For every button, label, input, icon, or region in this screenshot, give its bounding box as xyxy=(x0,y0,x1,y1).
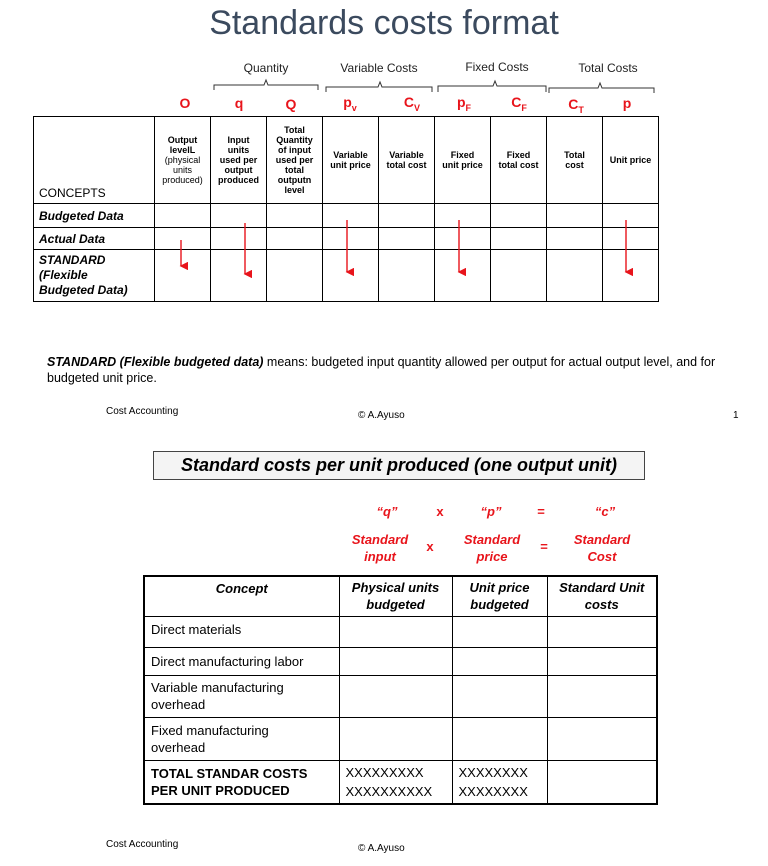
direct-materials-label: Direct materials xyxy=(144,616,339,647)
formula-equals: = xyxy=(537,504,545,519)
fixed-total-cost-header: Fixed total cost xyxy=(491,117,547,204)
formula-equals-2: = xyxy=(540,539,548,554)
footer-left-2: Cost Accounting xyxy=(106,839,179,850)
symbol-pf: $p_F$ xyxy=(456,94,472,113)
symbol-cf: $C_F$ xyxy=(511,94,527,113)
slide2-title: Standard costs per unit produced (one output unit) xyxy=(153,451,645,480)
actual-data-label: Actual Data xyxy=(34,228,155,250)
table-row xyxy=(144,647,657,675)
symbol-q: q xyxy=(234,95,244,111)
symbol-o: O xyxy=(179,95,191,111)
standard-definition-note: STANDARD (Flexible budgeted data) means: budgeted input quantity allowed per output for actual output level, and for budgeted unit price. xyxy=(47,355,716,385)
table-row xyxy=(144,675,657,717)
unit-price-placeholder: XXXXXXXX XXXXXXXX xyxy=(452,760,547,804)
footer-center: © A.Ayuso xyxy=(358,410,405,421)
group-quantity-label: Quantity xyxy=(243,61,289,75)
formula-p: “p” xyxy=(480,504,502,519)
table-row xyxy=(144,717,657,760)
unit-price-header: Unit price xyxy=(603,117,659,204)
standard-input-label: Standard input xyxy=(351,532,409,564)
table-row xyxy=(144,760,657,804)
standard-unit-costs-header: Standard Unit costs xyxy=(547,576,657,616)
standard-costs-table xyxy=(143,575,658,805)
formula-x-2: x xyxy=(426,539,434,554)
slide1-title: Standards costs format xyxy=(209,4,559,42)
input-units-header: Input units used per output produced xyxy=(211,117,267,204)
total-quantity-header: Total Quantity of input used per total outputn level xyxy=(267,117,323,204)
formula-x: x xyxy=(436,504,444,519)
group-total-label: Total Costs xyxy=(578,61,638,75)
physical-units-header: Physical units budgeted xyxy=(339,576,452,616)
flow-arrows xyxy=(0,0,768,300)
variable-overhead-label: Variable manufacturing overhead xyxy=(144,675,339,717)
standard-cost-label: Standard Cost xyxy=(573,532,631,564)
fixed-overhead-label: Fixed manufacturing overhead xyxy=(144,717,339,760)
total-cost-header: Total cost xyxy=(547,117,603,204)
variable-unit-price-header: Variable unit price xyxy=(323,117,379,204)
concepts-header: CONCEPTS xyxy=(34,117,155,204)
formula-c: “c” xyxy=(594,504,616,519)
standard-data-label: STANDARD (Flexible Budgeted Data) xyxy=(34,250,155,302)
standard-price-label: Standard price xyxy=(463,532,521,564)
footer-center-2: © A.Ayuso xyxy=(358,843,405,854)
fixed-unit-price-header: Fixed unit price xyxy=(435,117,491,204)
symbol-pv: $p_v$ xyxy=(343,94,357,113)
footer-left: Cost Accounting xyxy=(106,406,179,417)
unit-price-header: Unit price budgeted xyxy=(452,576,547,616)
page-number: 1 xyxy=(733,410,739,421)
formula-q: “q” xyxy=(376,504,398,519)
physical-units-placeholder: XXXXXXXXX XXXXXXXXXX xyxy=(339,760,452,804)
variable-total-cost-header: Variable total cost xyxy=(379,117,435,204)
symbol-Q: Q xyxy=(285,96,297,112)
symbol-p: p xyxy=(622,95,632,111)
header-row xyxy=(144,576,657,616)
table-row xyxy=(144,616,657,647)
budgeted-data-label: Budgeted Data xyxy=(34,204,155,228)
output-level-header: Output levelL (physical units produced) xyxy=(155,117,211,204)
direct-labor-label: Direct manufacturing labor xyxy=(144,647,339,675)
symbol-ct: $C_T$ xyxy=(568,96,584,115)
total-standard-costs-label: TOTAL STANDAR COSTS PER UNIT PRODUCED xyxy=(144,760,339,804)
group-variable-label: Variable Costs xyxy=(340,61,418,75)
group-fixed-label: Fixed Costs xyxy=(465,60,529,74)
concept-header: Concept xyxy=(144,576,339,616)
symbol-cv: $C_V$ xyxy=(403,94,421,113)
